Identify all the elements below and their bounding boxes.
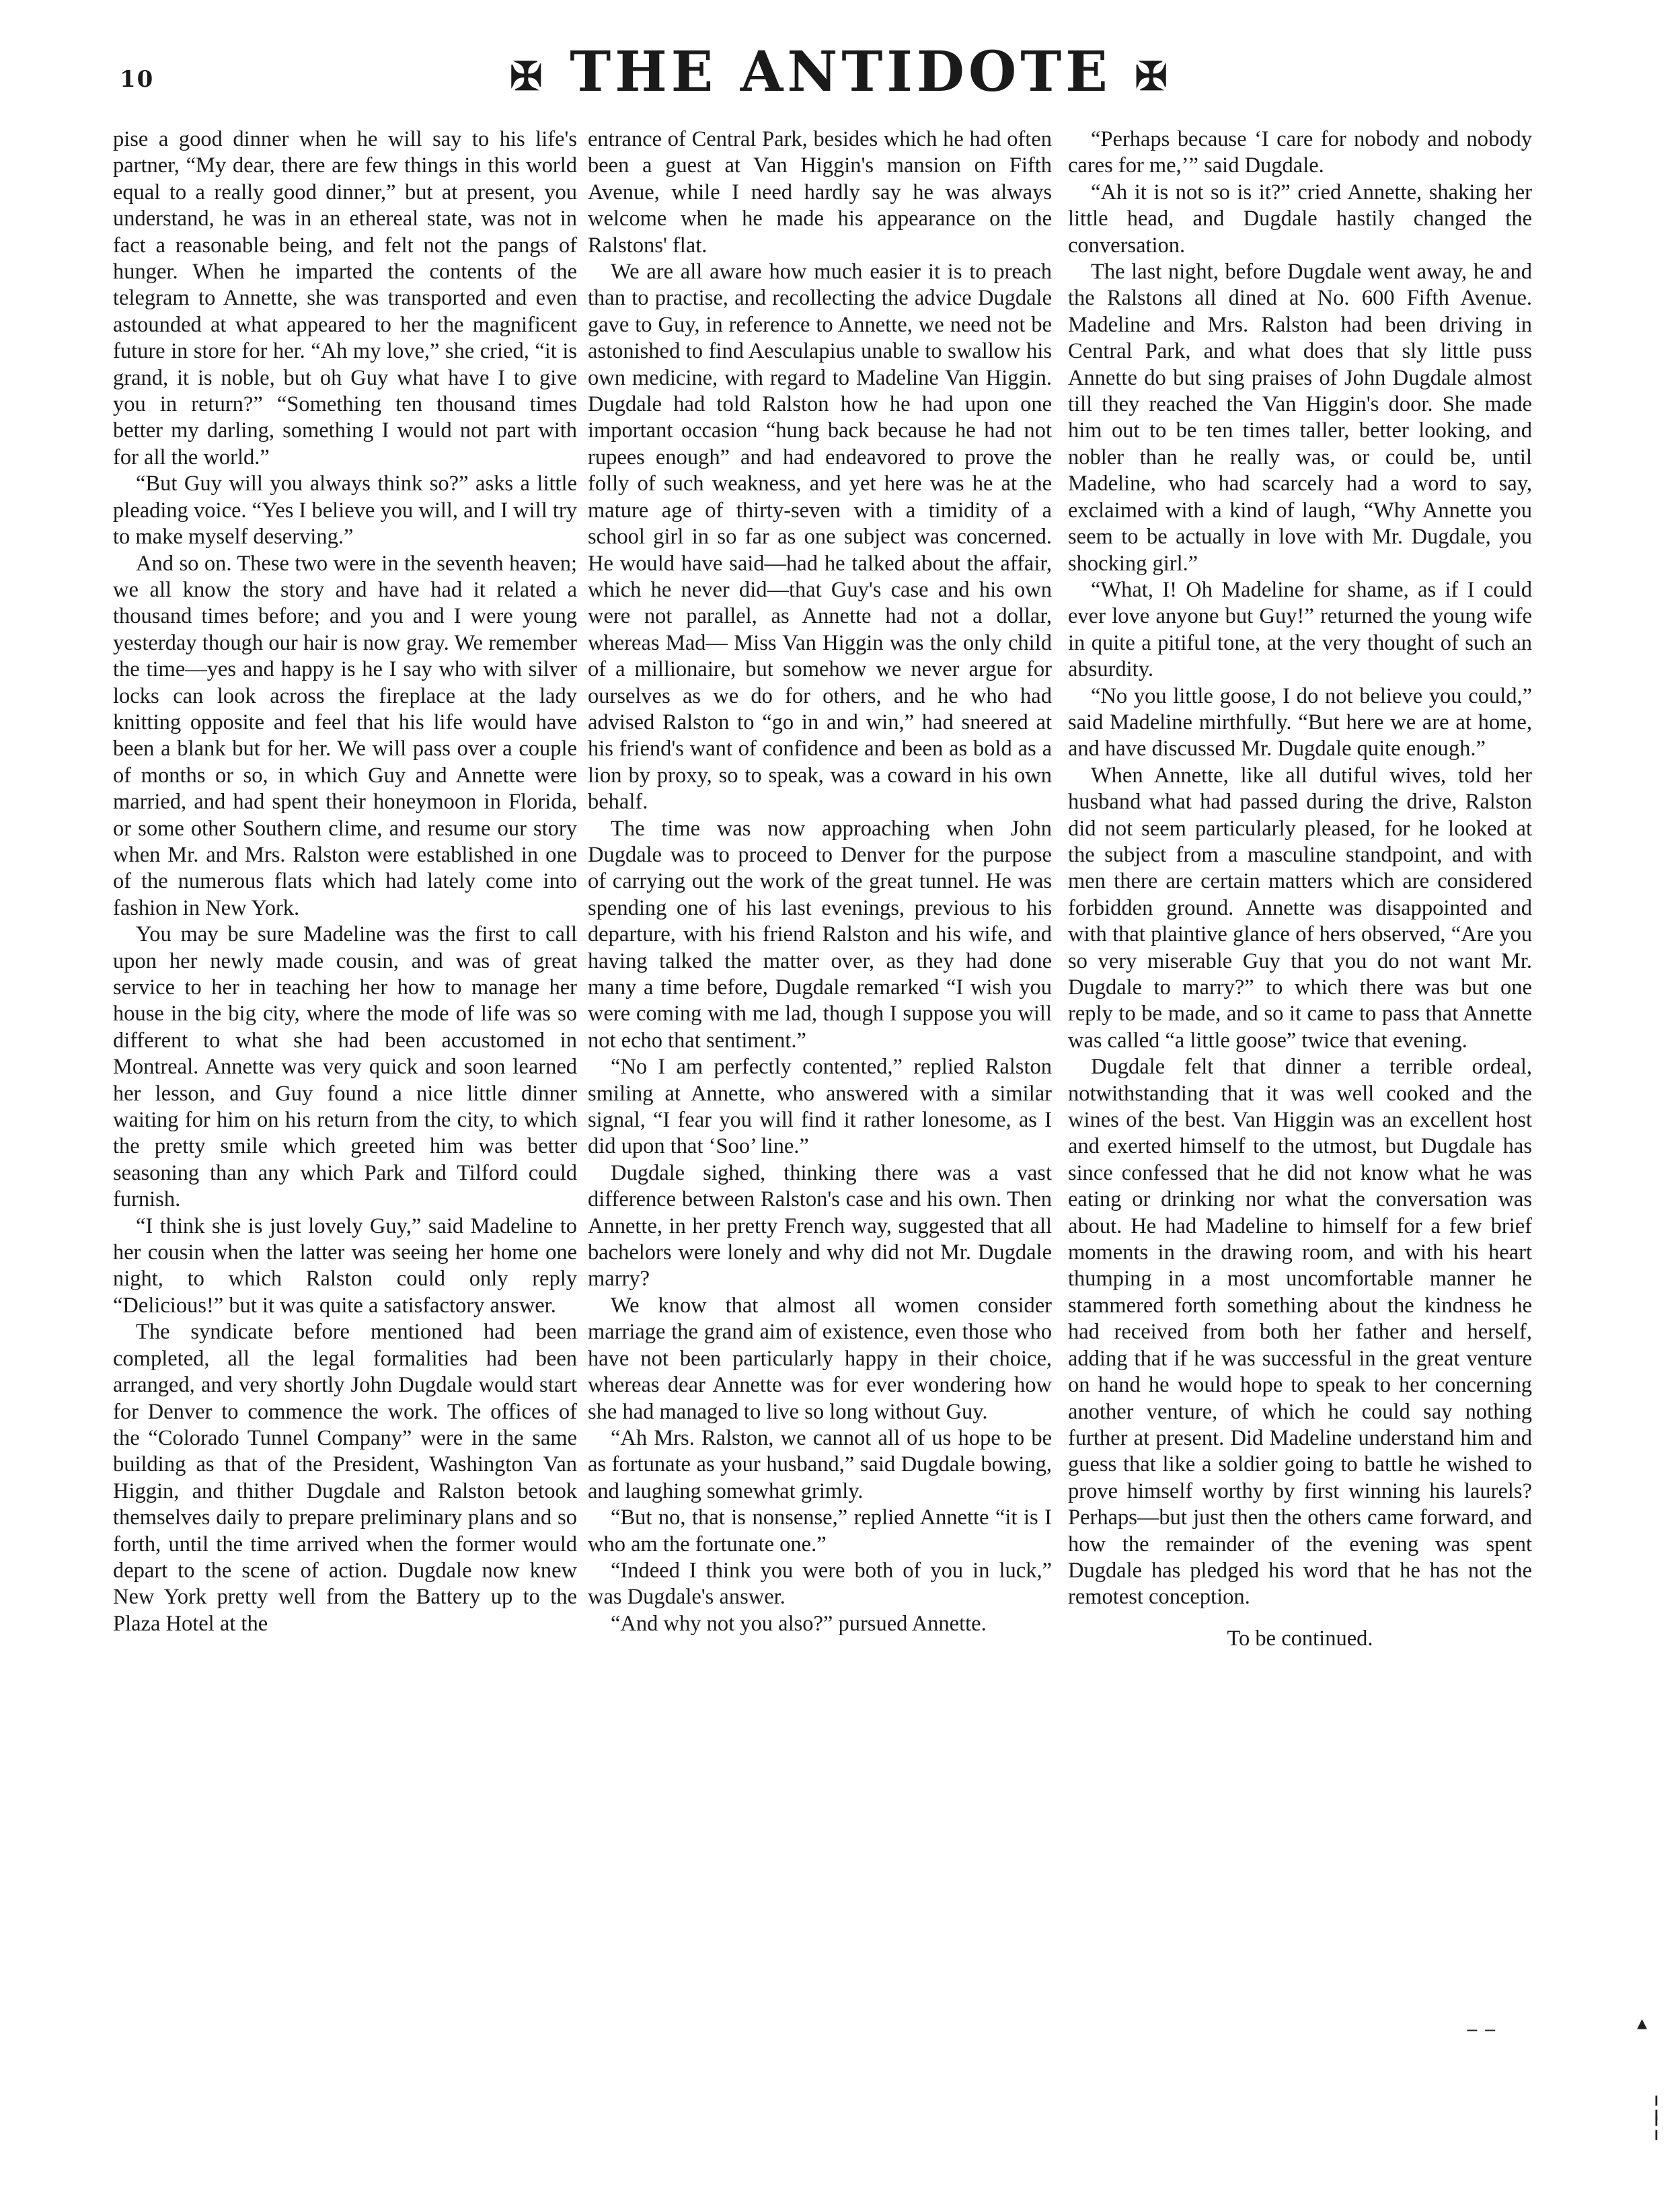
paragraph: The last night, before Dugdale went away, he and the Ralstons all dined at No. 600 Fifth Avenue. Madeline and Mrs. Ralston had been driving in Central Park, and what does that sly little puss Annette do but sing praises of John Dugdale almost till they reached the Van Higgin's door. She made him out to be ten times taller, better looking, and nobler than he really was, or could be, until Madeline, who had scarcely had a word to say, exclaimed with a kind of laugh, “Why Annette you seem to be actually in love with Mr. Dugdale, you shocking girl.”	[1068, 260, 1532, 576]
paragraph: The time was now approaching when John Dugdale was to proceed to Denver for the purpose of carrying out the work of the great tunnel. He was spending one of his last evenings, previous to his departure, with his friend Ralston and his wife, and having talked the matter over, as they had done many a time before, Dugdale remarked “I wish you were coming with me lad, though I suppose you will not echo that sentiment.”	[588, 816, 1052, 1053]
page-number: 10	[120, 66, 155, 93]
paragraph: The syndicate before mentioned had been completed, all the legal formalities had been arranged, and very shortly John Dugdale would start for Denver to commence the work. The offices of the “Colorado Tunnel Company” were in the same building as that of the President, Washington Van Higgin, and thither Dugdale and Ralston betook themselves daily to prepare preliminary plans and so forth, until the time arrived when the former would depart to the scene of action. Dugdale now knew New York pretty well from the Battery up to the Plaza Hotel at the	[113, 1320, 577, 1636]
ornament-left-icon: ✠	[510, 53, 547, 100]
to-be-continued: To be continued.	[1227, 1626, 1373, 1651]
paragraph: You may be sure Madeline was the first to call upon her newly made cousin, and was of great service to her in teaching her how to manage her house in the big city, where the mode of life was so different to what she had been accustomed in Montreal. Annette was very quick and soon learned her lesson, and Guy found a nice little dinner waiting for him on his return from the city, to which the pretty smile which greeted him was better seasoning than any which Park and Tilford could furnish.	[113, 922, 577, 1212]
paragraph: When Annette, like all dutiful wives, told her husband what had passed during the drive, Ralston did not seem particularly pleased, for he looked at the subject from a masculine standpoint, and with men there are certain matters which are considered forbidden ground. Annette was disappointed and with that plaintive glance of hers observed, “Are you so very miserable Guy that you do not want Mr. Dugdale to marry?” to which there was but one reply to be made, and so it came to pass that Annette was called “a little goose” twice that evening.	[1068, 763, 1532, 1053]
paragraph: “Ah Mrs. Ralston, we cannot all of us hope to be as fortunate as your husband,” said Dugdale bowing, and laughing somewhat grimly.	[588, 1425, 1052, 1503]
paragraph: Dugdale felt that dinner a terrible ordeal, notwithstanding that it was well cooked and the wines of the best. Van Higgin was an excellent host and exerted himself to the utmost, but Dugdale has since confessed that he did not know what he was eating or drinking nor what the conversation was about. He had Madeline to himself for a few brief moments in the drawing room, and with his heart thumping in a most uncomfortable manner he stammered forth something about the kindness he had received from both her father and herself, adding that if he was successful in the great venture on hand he would hope to speak to her concerning another venture, of which he could say nothing further at present. Did Madeline understand him and guess that like a soldier going to battle he wished to prove himself worthy by first winning his laurels? Perhaps—but just then the others came forward, and how the remainder of the evening was spent Dugdale has pledged his word that he has not the remotest conception.	[1068, 1055, 1532, 1610]
print-blemish-icon: ▴	[1637, 2011, 1648, 2035]
publication-title: THE ANTIDOTE	[570, 40, 1112, 104]
text-column-1	[113, 126, 577, 1637]
text-column-3	[1068, 126, 1532, 1652]
paragraph: We know that almost all women consider marriage the grand aim of existence, even those who have not been particularly happy in their choice, whereas dear Annette was for ever wondering how she had managed to live so long without Guy.	[588, 1293, 1052, 1424]
paragraph: And so on. These two were in the seventh heaven; we all know the story and have had it related a thousand times before; and you and I were young yesterday though our hair is now gray. We remember the time—yes and happy is he I say who with silver locks can look across the fireplace at the lady knitting opposite and feel that his life would have been a blank but for her. We will pass over a couple of months or so, in which Guy and Annette were married, and had spent their honeymoon in Florida, or some other Southern clime, and resume our story when Mr. and Mrs. Ralston were established in one of the numerous flats which had lately come into fashion in New York.	[113, 551, 577, 920]
paragraph: pise a good dinner when he will say to his life's partner, “My dear, there are few things in this world equal to a really good dinner,” but at present, you understand, he was in an ethereal state, was not in fact a reasonable being, and felt not the pangs of hunger. When he imparted the contents of the telegram to Annette, she was transported and even astounded at what appeared to her the magnificent future in store for her. “Ah my love,” she cried, “it is grand, it is noble, but oh Guy what have I to give you in return?” “Something ten thousand times better my darling, something I would not part with for all the world.”	[113, 127, 577, 470]
paragraph: “What, I! Oh Madeline for shame, as if I could ever love anyone but Guy!” returned the young wife in quite a pitiful tone, at the very thought of such an absurdity.	[1068, 577, 1532, 682]
paragraph: “Indeed I think you were both of you in luck,” was Dugdale's answer.	[588, 1558, 1052, 1610]
paragraph: “Ah it is not so is it?” cried Annette, shaking her little head, and Dugdale hastily changed the conversation.	[1068, 180, 1532, 258]
paragraph: “But Guy will you always think so?” asks a little pleading voice. “Yes I believe you will, and I will try to make myself deserving.”	[113, 472, 577, 550]
paragraph: “But no, that is nonsense,” replied Annette “it is I who am the fortunate one.”	[588, 1505, 1052, 1557]
ornament-right-icon: ✠	[1135, 53, 1172, 100]
paragraph: We are all aware how much easier it is to preach than to practise, and recollecting the advice Dugdale gave to Guy, in reference to Annette, we need not be astonished to find Aesculapius unable to swallow his own medicine, with regard to Madeline Van Higgin. Dugdale had told Ralston how he had upon one important occasion “hung back because he had not rupees enough” and had endeavored to prove the folly of such weakness, and yet here was he at the mature age of thirty-seven with a timidity of a school girl in so far as one subject was concerned. He would have said—had he talked about the affair, which he never did—that Guy's case and his own were not parallel, as Annette had not a dollar, whereas Mad— Miss Van Higgin was the only child of a millionaire, but somehow we never argue for ourselves as we do for others, and he who had advised Ralston to “go in and win,” had sneered at his friend's want of confidence and been as bold as a lion by proxy, so to speak, was a coward in his own behalf.	[588, 260, 1052, 815]
print-blemish-icon: ‒ ‒	[1466, 2018, 1496, 2040]
paragraph: “I think she is just lovely Guy,” said Madeline to her cousin when the latter was seeing her home one night, to which Ralston could only reply “Delicious!” but it was quite a satisfactory answer.	[113, 1213, 577, 1318]
text-column-2	[588, 126, 1052, 1637]
paragraph: “No I am perfectly contented,” replied Ralston smiling at Annette, who answered with a similar signal, “I fear you will find it rather lonesome, as I did upon that ‘Soo’ line.”	[588, 1055, 1052, 1159]
paragraph: entrance of Central Park, besides which he had often been a guest at Van Higgin's mansion on Fifth Avenue, while I need hardly say he was always welcome when he made his appearance on the Ralstons' flat.	[588, 127, 1052, 258]
paragraph: “Perhaps because ‘I care for nobody and nobody cares for me,’” said Dugdale.	[1068, 127, 1532, 178]
print-blemish-icon: ╎ ╎	[1649, 2095, 1664, 2142]
paragraph: “No you little goose, I do not believe you could,” said Madeline mirthfully. “But here we are at home, and have discussed Mr. Dugdale quite enough.”	[1068, 683, 1532, 761]
paragraph: “And why not you also?” pursued Annette.	[611, 1611, 987, 1636]
paragraph: Dugdale sighed, thinking there was a vast difference between Ralston's case and his own. Then Annette, in her pretty French way, suggested that all bachelors were lonely and why did not Mr. Dugdale marry?	[588, 1160, 1052, 1291]
masthead	[404, 40, 1278, 104]
